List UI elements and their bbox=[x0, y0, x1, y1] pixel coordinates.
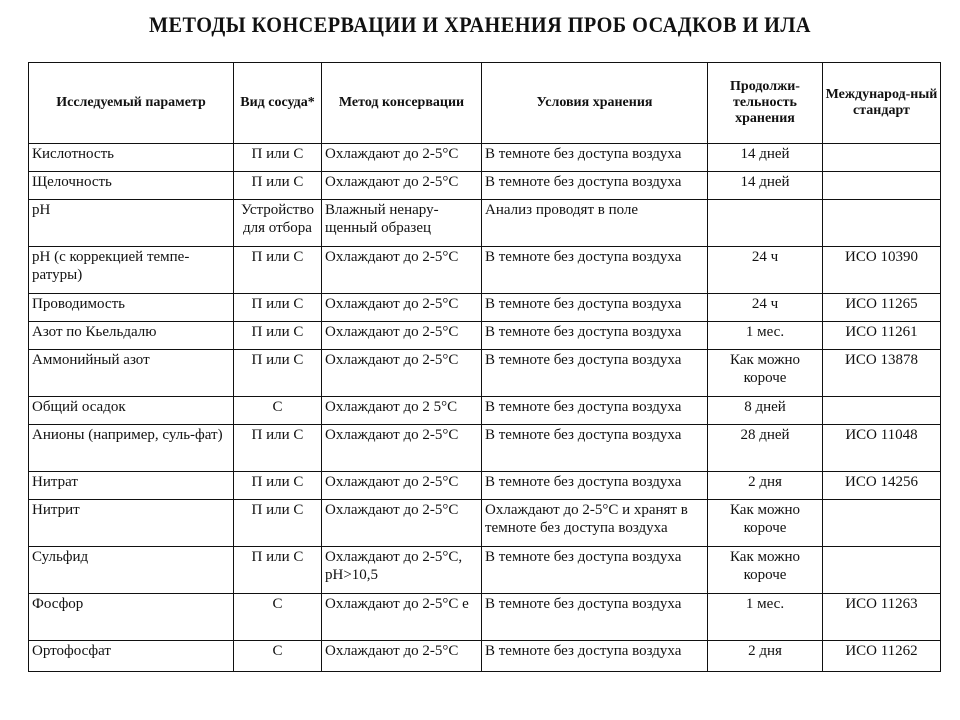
preservation-table bbox=[28, 62, 941, 672]
cell-method: Охлаждают до 2-5°С bbox=[322, 472, 482, 500]
cell-conditions: В темноте без доступа воздуха bbox=[482, 397, 708, 425]
cell-method: Охлаждают до 2-5°С bbox=[322, 144, 482, 172]
cell-standard: ИСО 11048 bbox=[823, 425, 941, 472]
cell-parameter: Кислотность bbox=[29, 144, 234, 172]
cell-conditions: В темноте без доступа воздуха bbox=[482, 350, 708, 397]
cell-conditions: В темноте без доступа воздуха bbox=[482, 594, 708, 641]
cell-parameter: Нитрит bbox=[29, 500, 234, 547]
cell-parameter: Общий осадок bbox=[29, 397, 234, 425]
cell-parameter: pH bbox=[29, 200, 234, 247]
cell-standard bbox=[823, 172, 941, 200]
table-row bbox=[29, 322, 941, 350]
table-row bbox=[29, 397, 941, 425]
cell-duration: 2 дня bbox=[708, 472, 823, 500]
cell-vessel: С bbox=[234, 641, 322, 672]
cell-standard: ИСО 13878 bbox=[823, 350, 941, 397]
cell-conditions: В темноте без доступа воздуха bbox=[482, 425, 708, 472]
cell-parameter: Ортофосфат bbox=[29, 641, 234, 672]
cell-conditions: Анализ проводят в поле bbox=[482, 200, 708, 247]
cell-vessel: П или С bbox=[234, 322, 322, 350]
cell-vessel: П или С bbox=[234, 472, 322, 500]
cell-vessel: П или С bbox=[234, 172, 322, 200]
cell-method: Охлаждают до 2 5°С bbox=[322, 397, 482, 425]
cell-method: Охлаждают до 2-5°С bbox=[322, 641, 482, 672]
table-row bbox=[29, 172, 941, 200]
table-body bbox=[29, 144, 941, 672]
cell-conditions: В темноте без доступа воздуха bbox=[482, 144, 708, 172]
cell-duration: 8 дней bbox=[708, 397, 823, 425]
header-standard: Международ-ный стандарт bbox=[823, 63, 941, 144]
cell-standard: ИСО 10390 bbox=[823, 247, 941, 294]
cell-method: Охлаждают до 2-5°С е bbox=[322, 594, 482, 641]
table-row bbox=[29, 425, 941, 472]
cell-vessel: С bbox=[234, 397, 322, 425]
cell-method: Охлаждают до 2-5°С bbox=[322, 172, 482, 200]
table-row bbox=[29, 200, 941, 247]
table-header-row bbox=[29, 63, 941, 144]
cell-duration bbox=[708, 200, 823, 247]
cell-conditions: Охлаждают до 2-5°С и хранят в темноте без доступа воздуха bbox=[482, 500, 708, 547]
cell-method: Охлаждают до 2-5°С bbox=[322, 294, 482, 322]
cell-method: Охлаждают до 2-5°С bbox=[322, 425, 482, 472]
cell-method: Охлаждают до 2-5°С bbox=[322, 500, 482, 547]
header-method: Метод консервации bbox=[322, 63, 482, 144]
cell-vessel: С bbox=[234, 594, 322, 641]
cell-parameter: Сульфид bbox=[29, 547, 234, 594]
header-conditions: Условия хранения bbox=[482, 63, 708, 144]
cell-method: Охлаждают до 2-5°С bbox=[322, 247, 482, 294]
cell-conditions: В темноте без доступа воздуха bbox=[482, 472, 708, 500]
cell-duration: 2 дня bbox=[708, 641, 823, 672]
cell-standard: ИСО 11265 bbox=[823, 294, 941, 322]
cell-standard bbox=[823, 144, 941, 172]
cell-duration: 24 ч bbox=[708, 247, 823, 294]
cell-standard bbox=[823, 500, 941, 547]
cell-conditions: В темноте без доступа воздуха bbox=[482, 547, 708, 594]
cell-conditions: В темноте без доступа воздуха bbox=[482, 294, 708, 322]
table-row bbox=[29, 641, 941, 672]
cell-duration: 1 мес. bbox=[708, 322, 823, 350]
cell-duration: 24 ч bbox=[708, 294, 823, 322]
cell-parameter: Нитрат bbox=[29, 472, 234, 500]
page-title: МЕТОДЫ КОНСЕРВАЦИИ И ХРАНЕНИЯ ПРОБ ОСАДКОВ И ИЛА bbox=[148, 12, 812, 37]
header-parameter: Исследуемый параметр bbox=[29, 63, 234, 144]
cell-method: Охлаждают до 2-5°С, pH>10,5 bbox=[322, 547, 482, 594]
cell-standard bbox=[823, 547, 941, 594]
cell-parameter: Азот по Кьельдалю bbox=[29, 322, 234, 350]
table-row bbox=[29, 594, 941, 641]
cell-standard bbox=[823, 397, 941, 425]
cell-standard: ИСО 11262 bbox=[823, 641, 941, 672]
cell-parameter: Фосфор bbox=[29, 594, 234, 641]
table-row bbox=[29, 144, 941, 172]
cell-conditions: В темноте без доступа воздуха bbox=[482, 641, 708, 672]
cell-conditions: В темноте без доступа воздуха bbox=[482, 247, 708, 294]
table-row bbox=[29, 247, 941, 294]
cell-vessel: П или С bbox=[234, 425, 322, 472]
cell-standard: ИСО 11261 bbox=[823, 322, 941, 350]
cell-duration: 1 мес. bbox=[708, 594, 823, 641]
header-duration: Продолжи-тельность хранения bbox=[708, 63, 823, 144]
cell-duration: 14 дней bbox=[708, 144, 823, 172]
cell-vessel: П или С bbox=[234, 547, 322, 594]
cell-conditions: В темноте без доступа воздуха bbox=[482, 172, 708, 200]
cell-conditions: В темноте без доступа воздуха bbox=[482, 322, 708, 350]
cell-duration: Как можно короче bbox=[708, 350, 823, 397]
cell-duration: 28 дней bbox=[708, 425, 823, 472]
cell-vessel: П или С bbox=[234, 144, 322, 172]
cell-method: Охлаждают до 2-5°С bbox=[322, 350, 482, 397]
cell-duration: Как можно короче bbox=[708, 500, 823, 547]
cell-standard: ИСО 14256 bbox=[823, 472, 941, 500]
cell-parameter: pH (с коррекцией темпе-ратуры) bbox=[29, 247, 234, 294]
cell-vessel: П или С bbox=[234, 350, 322, 397]
table-row bbox=[29, 547, 941, 594]
cell-vessel: П или С bbox=[234, 294, 322, 322]
cell-parameter: Аммонийный азот bbox=[29, 350, 234, 397]
cell-method: Охлаждают до 2-5°С bbox=[322, 322, 482, 350]
cell-vessel: Устройство для отбора bbox=[234, 200, 322, 247]
cell-standard: ИСО 11263 bbox=[823, 594, 941, 641]
cell-method: Влажный ненару-щенный образец bbox=[322, 200, 482, 247]
cell-duration: 14 дней bbox=[708, 172, 823, 200]
table-row bbox=[29, 350, 941, 397]
cell-standard bbox=[823, 200, 941, 247]
cell-parameter: Щелочность bbox=[29, 172, 234, 200]
table-row bbox=[29, 294, 941, 322]
cell-vessel: П или С bbox=[234, 500, 322, 547]
header-vessel: Вид сосуда* bbox=[234, 63, 322, 144]
cell-parameter: Анионы (например, суль-фат) bbox=[29, 425, 234, 472]
table-row bbox=[29, 472, 941, 500]
cell-duration: Как можно короче bbox=[708, 547, 823, 594]
cell-vessel: П или С bbox=[234, 247, 322, 294]
table-row bbox=[29, 500, 941, 547]
cell-parameter: Проводимость bbox=[29, 294, 234, 322]
